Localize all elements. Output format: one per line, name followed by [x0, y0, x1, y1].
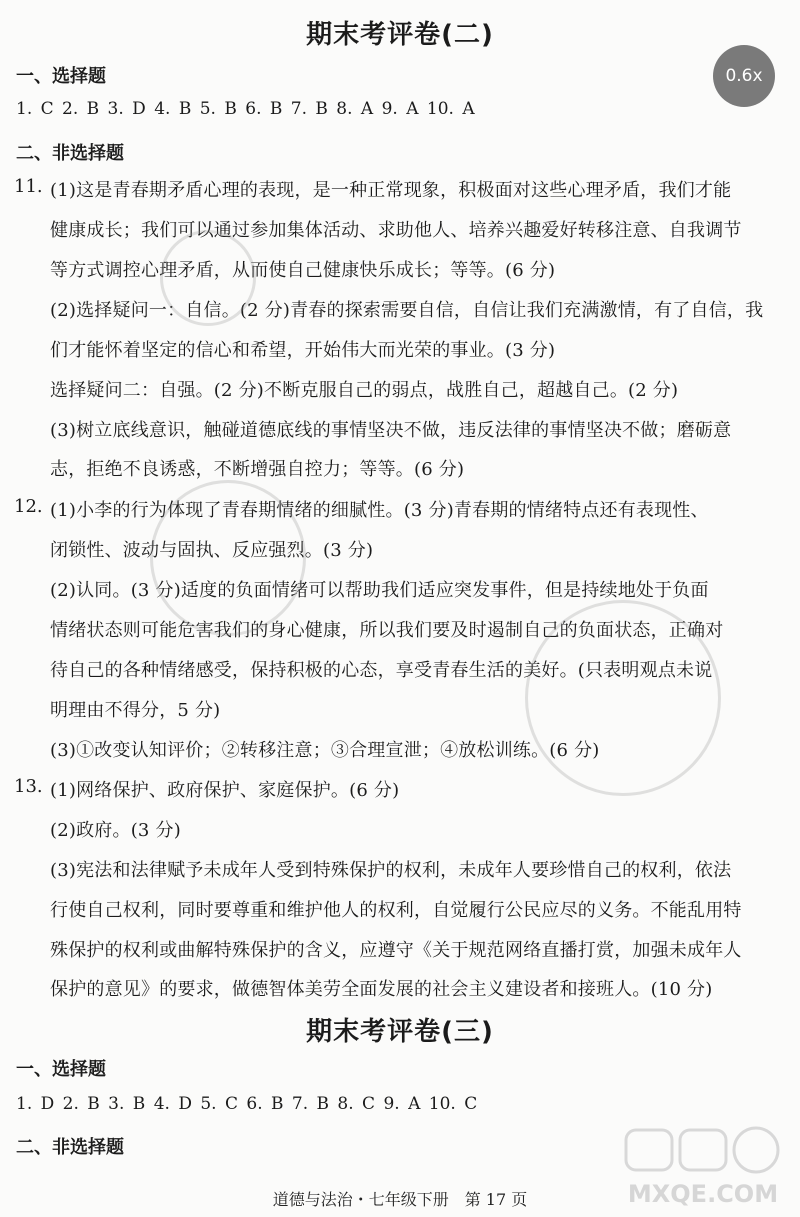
exam2-nonmc-heading: 二、非选择题: [16, 143, 124, 164]
exam3-mc-answers: 1. D 2. B 3. B 4. D 5. C 6. B 7. B 8. C 9. A 10. C: [16, 1094, 478, 1114]
q12-line: (1)小李的行为体现了青春期情绪的细腻性。(3 分)青春期的情绪特点还有表现性、: [50, 500, 709, 521]
q13-line: (1)网络保护、政府保护、家庭保护。(6 分): [50, 780, 400, 801]
exam3-mc-heading: 一、选择题: [16, 1059, 106, 1080]
q11-line: (2)选择疑问一：自信。(2 分)青春的探索需要自信，自信让我们充满激情，有了自信，我: [50, 300, 764, 321]
q12-line: (2)认同。(3 分)适度的负面情绪可以帮助我们适应突发事件，但是持续地处于负面: [50, 580, 709, 601]
q11-line: 们才能怀着坚定的信心和希望，开始伟大而光荣的事业。(3 分): [50, 340, 556, 361]
q11-line: 健康成长；我们可以通过参加集体活动、求助他人、培养兴趣爱好转移注意、自我调节: [50, 220, 742, 241]
watermark-text: MXQE.COM: [627, 1180, 779, 1208]
q11-line: (1)这是青春期矛盾心理的表现，是一种正常现象，积极面对这些心理矛盾，我们才能: [50, 180, 732, 201]
q13-line: (3)宪法和法律赋予未成年人受到特殊保护的权利，未成年人要珍惜自己的权利，依法: [50, 860, 732, 881]
q12-number: 12.: [14, 496, 43, 517]
q12-line: (3)①改变认知评价；②转移注意；③合理宣泄；④放松训练。(6 分): [50, 740, 600, 761]
q13-number: 13.: [14, 776, 43, 797]
q11-line: 选择疑问二：自强。(2 分)不断克服自己的弱点，战胜自己，超越自己。(2 分): [50, 380, 679, 401]
q12-line: 闭锁性、波动与固执、反应强烈。(3 分): [50, 540, 374, 561]
q11-line: 志，拒绝不良诱惑，不断增强自控力；等等。(6 分): [50, 459, 465, 480]
page-footer: 道德与法治・七年级下册 第 17 页: [272, 1190, 528, 1209]
q13-line: 行使自己权利，同时要尊重和维护他人的权利，自觉履行公民应尽的义务。不能乱用特: [50, 900, 742, 921]
exam2-mc-answers: 1. C 2. B 3. D 4. B 5. B 6. B 7. B 8. A 9. A 10. A: [16, 99, 475, 119]
q12-line: 待自己的各种情绪感受，保持积极的心态，享受青春生活的美好。(只表明观点未说: [50, 660, 713, 681]
exam3-nonmc-heading: 二、非选择题: [16, 1137, 124, 1158]
exam2-mc-heading: 一、选择题: [16, 66, 106, 87]
exam3-title: 期末考评卷(三): [306, 1017, 494, 1047]
q12-line: 明理由不得分，5 分): [50, 700, 221, 721]
q13-line: 殊保护的权利或曲解特殊保护的含义，应遵守《关于规范网络直播打赏，加强未成年人: [50, 940, 742, 961]
q13-line: 保护的意见》的要求，做德智体美劳全面发展的社会主义建设者和接班人。(10 分): [50, 979, 713, 1000]
q13-line: (2)政府。(3 分): [50, 820, 181, 841]
q11-line: 等方式调控心理矛盾，从而使自己健康快乐成长；等等。(6 分): [50, 260, 556, 281]
q11-line: (3)树立底线意识，触碰道德底线的事情坚决不做，违反法律的事情坚决不做；磨砺意: [50, 420, 732, 441]
q12-line: 情绪状态则可能危害我们的身心健康，所以我们要及时遏制自己的负面状态，正确对: [50, 620, 724, 641]
q11-number: 11.: [14, 176, 43, 197]
exam2-title: 期末考评卷(二): [306, 20, 494, 50]
zoom-level-badge[interactable]: 0.6x: [713, 45, 775, 107]
